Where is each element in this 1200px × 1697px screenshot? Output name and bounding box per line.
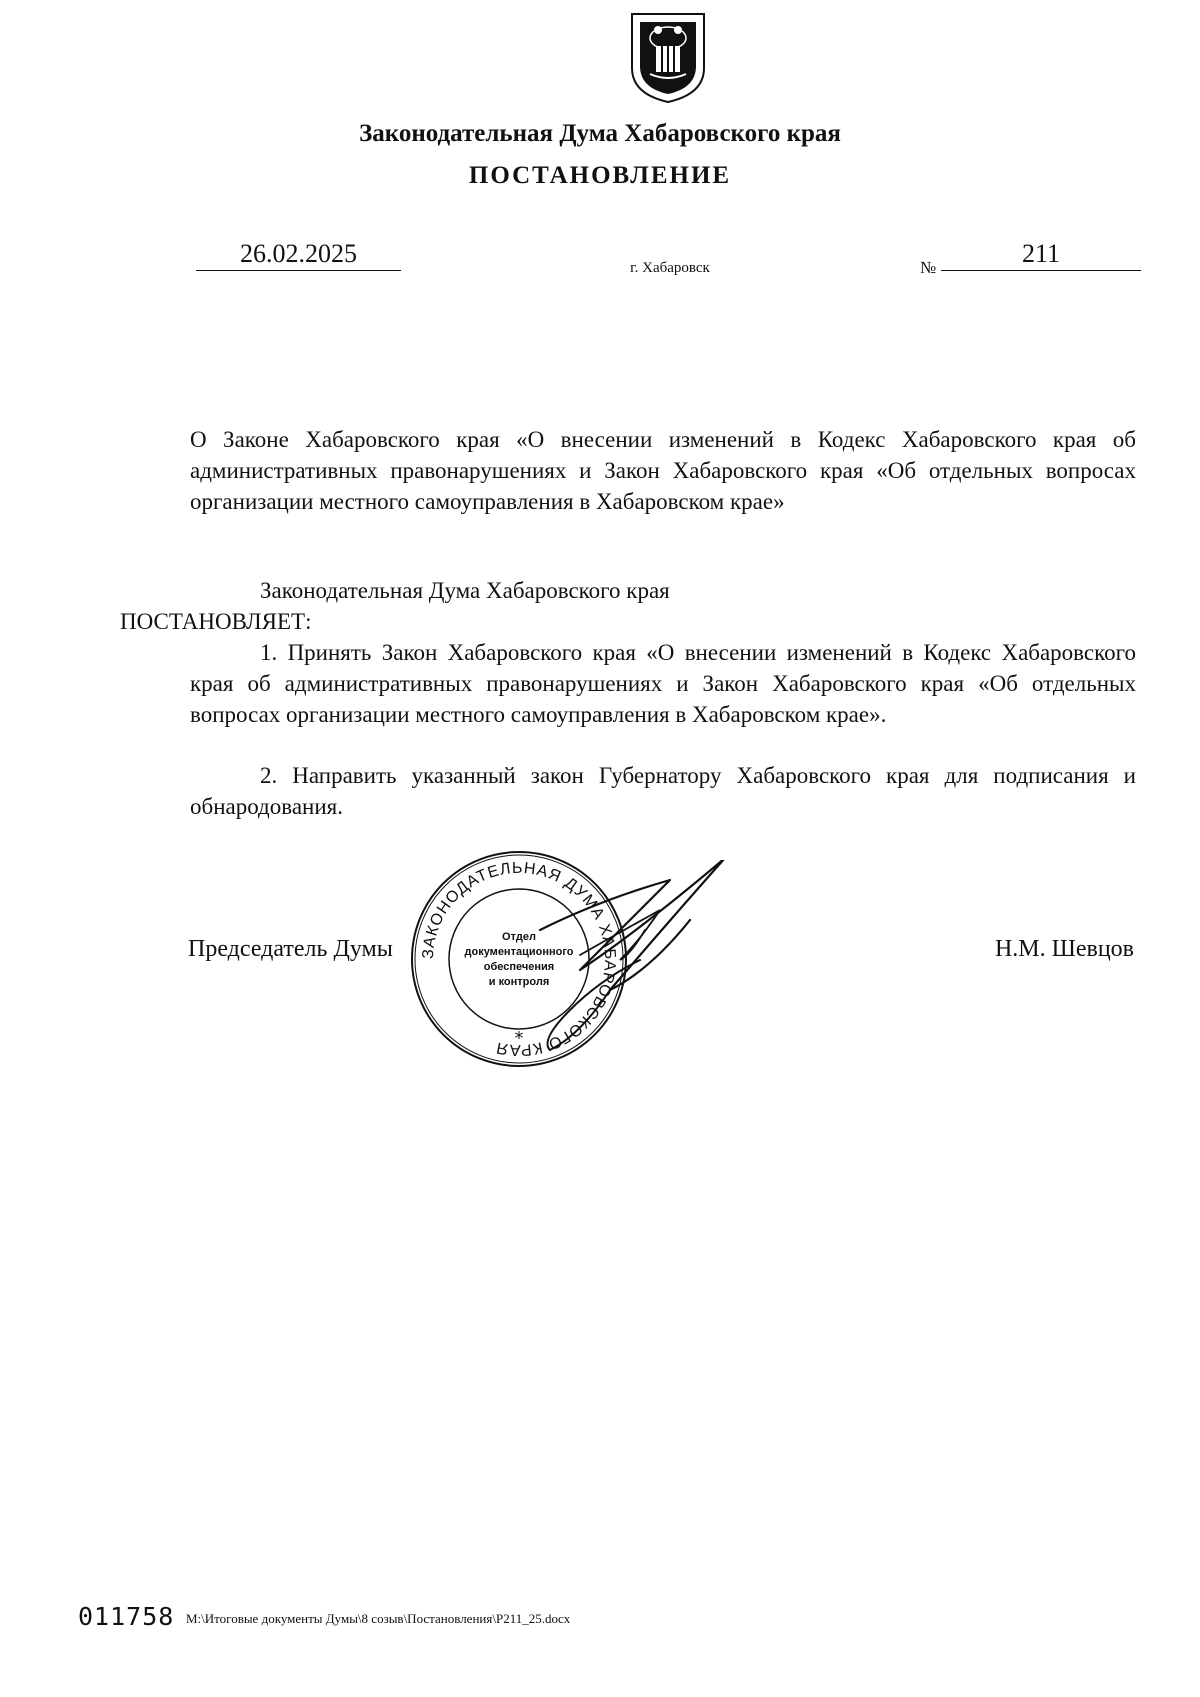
signatory-title: Председатель Думы: [188, 936, 393, 962]
coat-of-arms-emblem: [628, 10, 708, 106]
stamp-center-line-4: и контроля: [488, 976, 550, 988]
stamp-ring-text: ЗАКОНОДАТЕЛЬНАЯ ДУМА ХАБАРОВСКОГО КРАЯ: [419, 859, 619, 1059]
resolution-item-1: 1. Принять Закон Хабаровского края «О внесении изменений в Кодекс Хабаровского края об административных правонарушениях и Закон Хабаровского края «Об отдельных вопросах организации местного самоуправления в Хабаровском крае».: [190, 640, 1136, 727]
signatory-name: Н.М. Шевцов: [994, 936, 1134, 962]
organization-name: Законодательная Дума Хабаровского края: [359, 120, 841, 147]
stamp-center-line-1: Отдел: [502, 931, 536, 943]
document-type: ПОСТАНОВЛЕНИЕ: [468, 162, 732, 189]
stamp-center-line-2: документационного: [464, 946, 574, 958]
document-date: 26.02.2025: [196, 240, 401, 271]
intro-line-1: Законодательная Дума Хабаровского края: [260, 578, 670, 603]
stamp-star-icon: *: [514, 1028, 524, 1049]
stamp-center-line-3: обеспечения: [483, 961, 555, 973]
intro-line-2: ПОСТАНОВЛЯЕТ:: [120, 609, 312, 634]
registration-number: 011758: [78, 1602, 175, 1631]
number-label: №: [920, 258, 937, 277]
document-subject: О Законе Хабаровского края «О внесении изменений в Кодекс Хабаровского края об административных правонарушениях и Закон Хабаровского края «Об отдельных вопросах организации местного самоуправления в Хабаровском крае»: [190, 427, 1136, 514]
document-city: г. Хабаровск: [630, 260, 710, 276]
resolution-item-2: 2. Направить указанный закон Губернатору Хабаровского края для подписания и обнародования.: [190, 763, 1136, 819]
resolution-intro: [120, 575, 1136, 637]
document-number: 211: [941, 240, 1141, 271]
file-path: M:\Итоговые документы Думы\8 созыв\Постановления\P211_25.docx: [186, 1611, 571, 1626]
handwritten-signature: [520, 860, 760, 1060]
